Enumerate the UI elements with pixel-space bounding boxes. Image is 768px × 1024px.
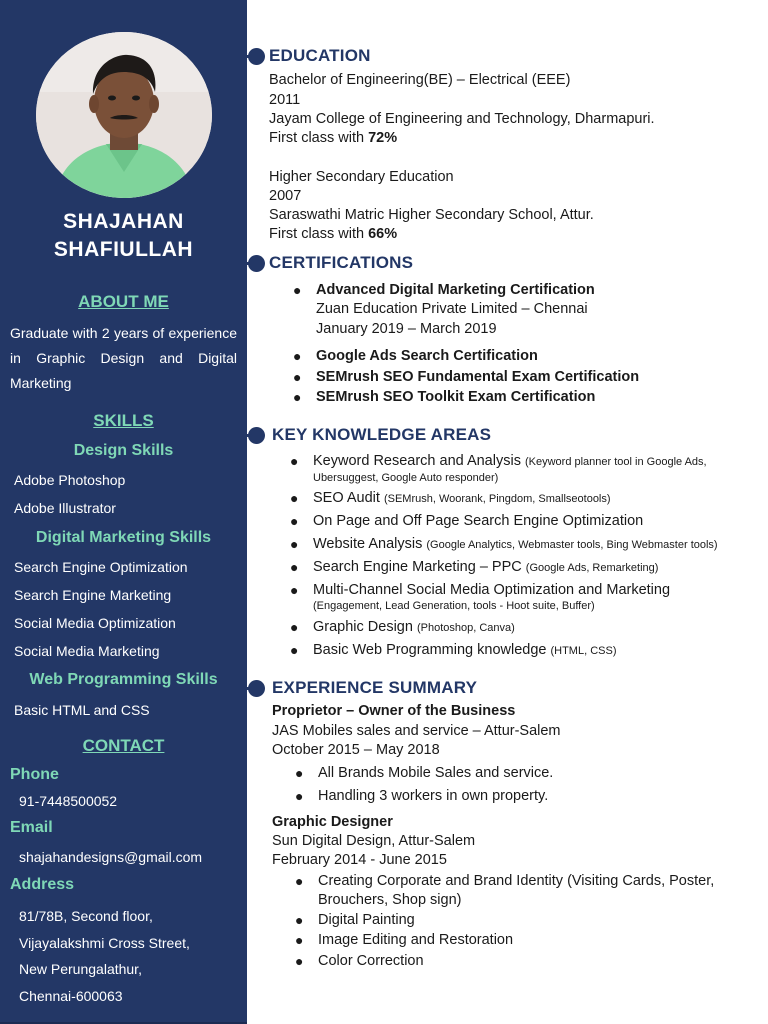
bullet-icon: ● xyxy=(290,453,299,469)
address-line: Chennai-600063 xyxy=(19,988,123,1004)
bullet-icon: ● xyxy=(295,765,304,781)
bullet-icon: ● xyxy=(290,642,299,658)
certification-item xyxy=(293,282,595,298)
email-value[interactable]: shajahandesigns@gmail.com xyxy=(19,849,203,865)
profile-photo xyxy=(36,32,212,198)
knowledge-item xyxy=(290,559,659,575)
certification-name: SEMrush SEO Toolkit Exam Certification xyxy=(316,389,596,405)
bullet-icon: ● xyxy=(293,348,302,364)
job-duty-text: Digital Painting xyxy=(318,912,415,928)
job-title: Graphic Designer xyxy=(272,814,393,830)
knowledge-main: Keyword Research and Analysis xyxy=(313,453,525,469)
certification-name: Google Ads Search Certification xyxy=(316,348,538,364)
bullet-icon: ● xyxy=(295,932,304,948)
section-bullet-icon xyxy=(248,48,265,65)
phone-value[interactable]: 91-7448500052 xyxy=(19,793,118,809)
certification-period: January 2019 – March 2019 xyxy=(316,321,497,337)
job-title: Proprietor – Owner of the Business xyxy=(272,703,516,719)
knowledge-item xyxy=(290,513,644,529)
job-company: JAS Mobiles sales and service – Attur-Salem xyxy=(272,723,561,739)
knowledge-item xyxy=(290,582,671,598)
job-duty-text: Handling 3 workers in own property. xyxy=(318,788,549,804)
bullet-icon: ● xyxy=(293,389,302,405)
knowledge-main: Website Analysis xyxy=(313,536,427,552)
bullet-icon: ● xyxy=(293,282,302,298)
job-duty xyxy=(295,912,415,928)
bullet-icon: ● xyxy=(290,582,299,598)
skill-item: Search Engine Marketing xyxy=(14,587,172,603)
job-duty-text: Image Editing and Restoration xyxy=(318,932,514,948)
education-degree: Bachelor of Engineering(BE) – Electrical (EEE) xyxy=(269,72,571,88)
section-bullet-icon xyxy=(248,427,265,444)
knowledge-item xyxy=(290,536,718,552)
job-duty xyxy=(295,765,554,781)
job-duty-text: Color Correction xyxy=(318,953,424,969)
contact-heading: CONTACT xyxy=(82,736,165,755)
job-duty-text: All Brands Mobile Sales and service. xyxy=(318,765,554,781)
knowledge-detail: (Engagement, Lead Generation, tools - Hoot suite, Buffer) xyxy=(313,600,595,612)
education-year: 2007 xyxy=(269,188,302,204)
experience-heading: EXPERIENCE SUMMARY xyxy=(272,678,478,697)
bullet-icon: ● xyxy=(295,953,304,969)
skill-item: Social Media Optimization xyxy=(14,615,176,631)
job-duty-text: Creating Corporate and Brand Identity (Visiting Cards, Poster, xyxy=(318,873,715,889)
knowledge-detail: (Photoshop, Canva) xyxy=(416,622,515,634)
main-content xyxy=(247,0,768,1024)
result-prefix: First class with xyxy=(269,226,369,242)
bullet-icon: ● xyxy=(290,513,299,529)
certification-item xyxy=(293,369,640,385)
knowledge-detail: (HTML, CSS) xyxy=(550,645,617,657)
bullet-icon: ● xyxy=(290,536,299,552)
education-school: Saraswathi Matric Higher Secondary School, Attur. xyxy=(269,207,594,223)
knowledge-main: Search Engine Marketing – PPC xyxy=(313,559,526,575)
job-company: Sun Digital Design, Attur-Salem xyxy=(272,833,476,849)
skill-item: Search Engine Optimization xyxy=(14,559,188,575)
certification-name: Advanced Digital Marketing Certification xyxy=(316,282,595,298)
result-prefix: First class with xyxy=(269,130,369,146)
design-skills-heading: Design Skills xyxy=(73,442,174,459)
address-line: New Perungalathur, xyxy=(19,961,142,977)
knowledge-detail: (Google Analytics, Webmaster tools, Bing Webmaster tools) xyxy=(426,539,718,551)
knowledge-item xyxy=(290,619,515,635)
job-duty xyxy=(295,788,549,804)
education-year: 2011 xyxy=(269,92,301,108)
about-heading: ABOUT ME xyxy=(78,292,169,311)
result-value: 66% xyxy=(368,226,398,242)
knowledge-detail: (Keyword planner tool in Google Ads, xyxy=(524,456,707,468)
knowledge-main: Basic Web Programming knowledge xyxy=(313,642,551,658)
knowledge-item xyxy=(290,453,707,469)
bullet-icon: ● xyxy=(290,619,299,635)
address-label: Address xyxy=(10,876,75,893)
bullet-icon: ● xyxy=(295,873,304,889)
about-text: Graduate with 2 years of experience in Graphic Design and Digital Marketing xyxy=(10,325,237,391)
sidebar xyxy=(0,0,247,1024)
digital-skills-heading: Digital Marketing Skills xyxy=(35,529,212,546)
skill-item: Adobe Photoshop xyxy=(14,472,126,488)
bullet-icon: ● xyxy=(290,490,299,506)
section-bullet-icon xyxy=(248,255,265,272)
skills-heading: SKILLS xyxy=(93,411,154,430)
bullet-icon: ● xyxy=(293,369,302,385)
certification-item xyxy=(293,389,596,405)
job-duty xyxy=(295,953,424,969)
job-period: February 2014 - June 2015 xyxy=(272,852,447,868)
knowledge-main: Graphic Design xyxy=(313,619,417,635)
job-duty-continuation: Brouchers, Shop sign) xyxy=(318,892,462,908)
result-value: 72% xyxy=(368,130,398,146)
job-duty xyxy=(295,873,715,889)
education-heading: EDUCATION xyxy=(269,46,371,65)
address-line: 81/78B, Second floor, xyxy=(19,908,153,924)
name-line-1: SHAJAHAN xyxy=(63,210,184,233)
web-skills-heading: Web Programming Skills xyxy=(29,671,218,688)
knowledge-heading: KEY KNOWLEDGE AREAS xyxy=(272,425,492,444)
education-school: Jayam College of Engineering and Technology, Dharmapuri. xyxy=(269,111,655,127)
certification-issuer: Zuan Education Private Limited – Chennai xyxy=(316,301,588,317)
certification-name: SEMrush SEO Fundamental Exam Certification xyxy=(316,369,640,385)
knowledge-main: SEO Audit xyxy=(313,490,384,506)
skill-item: Social Media Marketing xyxy=(14,643,160,659)
knowledge-item xyxy=(290,642,617,658)
knowledge-detail: Ubersuggest, Google Auto responder) xyxy=(313,472,499,484)
bullet-icon: ● xyxy=(295,912,304,928)
knowledge-item xyxy=(290,490,611,506)
skill-item: Basic HTML and CSS xyxy=(14,702,150,718)
knowledge-main: On Page and Off Page Search Engine Optimization xyxy=(313,513,644,529)
address-line: Vijayalakshmi Cross Street, xyxy=(19,935,190,951)
job-duty xyxy=(295,932,514,948)
education-result xyxy=(269,226,397,242)
job-period: October 2015 – May 2018 xyxy=(272,742,440,758)
skill-item: Adobe Illustrator xyxy=(14,500,116,516)
email-label: Email xyxy=(10,819,53,836)
certification-item xyxy=(293,348,538,364)
knowledge-main: Multi-Channel Social Media Optimization and Marketing xyxy=(313,582,671,598)
phone-label: Phone xyxy=(10,766,59,783)
certifications-heading: CERTIFICATIONS xyxy=(269,253,414,272)
education-result xyxy=(269,130,397,146)
bullet-icon: ● xyxy=(290,559,299,575)
bullet-icon: ● xyxy=(295,788,304,804)
knowledge-detail: (Google Ads, Remarketing) xyxy=(525,562,659,574)
education-degree: Higher Secondary Education xyxy=(269,169,454,185)
knowledge-detail: (SEMrush, Woorank, Pingdom, Smallseotools) xyxy=(383,493,611,505)
name-line-2: SHAFIULLAH xyxy=(53,238,194,261)
profile-photo-image xyxy=(36,32,212,198)
section-bullet-icon xyxy=(248,680,265,697)
